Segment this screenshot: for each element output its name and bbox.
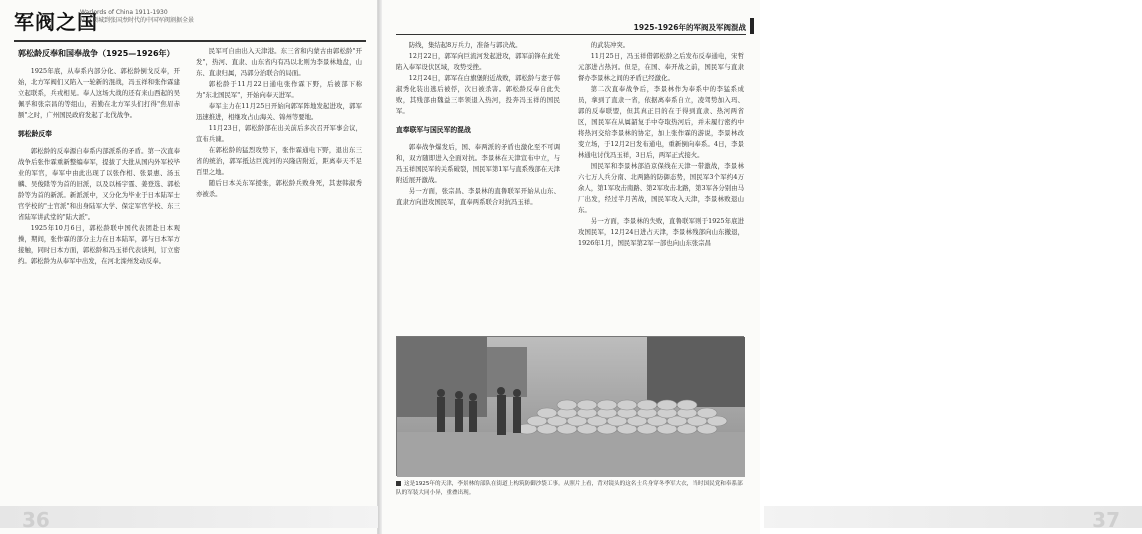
right-column-2	[578, 40, 744, 249]
paragraph: 郭松龄的反奉源自奉系内部派系的矛盾。第一次直奉战争后张作霖重新整编奉军，提拔了大批从国内外军校毕业的军官，奉军中由此出现了以张作相、张景惠、汤玉麟、吴俊陞等为首的旧派，以及以杨宇霆、姜登选、郭松龄等为首的新派。新派派中，又分化为毕业于日本陆军士官学校的"士官派"和出身陆军大学、保定军官学校、东三省陆军讲武堂的"陆大派"。	[18, 147, 180, 221]
paragraph: 第二次直奉战争后，李景林作为奉系中的李猛系成员，拿到了直隶一省，依据离奉系自立，凌驾势加入玛、郭的反奉联盟，但其真正目的在于得到直隶、热河两省区，国民军在从属韶复手中夺取热河后，并未履行密约中将热河交给李景林的协定，加上张作霖的游说，李景林改变立场，于12月2日发布通电，重新倒向奉系。4日，李景林通电讨伐冯玉祥，3日后，两军正式接火。	[578, 85, 744, 159]
page-number-left: 36	[22, 508, 50, 532]
historical-photo	[396, 336, 744, 476]
paragraph: 郭奉战争爆发后，国、奉两派的矛盾也激化至不可调和，双方随即进入全面对抗。李景林在天津宣布中立，与冯玉祥国民军的关系破裂，国民军第1军与直系残部在天津附近展开激战。	[396, 143, 560, 184]
header-rule	[14, 40, 366, 42]
paragraph: 12月24日，郭军在白旗堡附近战败，郭松龄与妻子韩淑秀化装出逃后被俘，次日被杀害。郭松龄反奉自此失败，其残部由魏益三率领退入热河，投奔冯玉祥的国民军。	[396, 74, 560, 115]
photo-illustration	[397, 337, 745, 477]
series-logo-subtitle	[80, 9, 194, 25]
paragraph: 1925年10月6日，郭松龄联中国代表团赴日本观操，期间，张作霖的部分主力在日本陆军，郭与日本军方接触，同时日本方面，郭松龄和冯玉祥代表谈判，订立密约。郭松龄为从奉军中出发，在河北滦州发动反奉。	[18, 224, 180, 265]
paragraph: 民军可自由出入天津港。东三省和内蒙古由郭松龄"开发"，热河、直隶、山东省内有冯以北则为李景林地盘，山东、直隶归属，冯郭分治联合的局面。	[196, 47, 362, 77]
subheading: 直奉联军与国民军的混战	[396, 126, 471, 134]
paragraph: 另一方面，张宗昌、李景林的直鲁联军开始从山东、直隶方向进攻国民军，直奉两系联合对抗冯玉祥。	[396, 187, 560, 206]
header-bar-mark	[750, 18, 754, 34]
paragraph: 11月23日，郭松龄部在出关前后多次召开军事会议，宣布兵谏。	[196, 124, 362, 143]
paragraph: 的武装冲突。	[590, 41, 630, 49]
header-rule	[396, 34, 746, 35]
paragraph: 在郭松龄的猛烈攻势下，张作霖通电下野，退出东三省的统治，郭军抵达巨流河的兴隆店附近，距离奉天不足百里之地。	[196, 146, 362, 176]
right-page	[382, 0, 1120, 534]
subheading: 郭松龄反奉	[18, 130, 52, 138]
right-footer	[764, 506, 1142, 532]
left-column-1	[18, 46, 180, 267]
paragraph: 随后日本关东军援张，郭松龄兵败身死，其妻韩淑秀亦被杀。	[196, 179, 362, 198]
logo-subtitle-en: Warlords of China 1911-1930	[80, 9, 168, 16]
section-title: 郭松龄反奉和国奉战争（1925—1926年）	[18, 49, 175, 58]
paragraph: 郭松龄于11月22日通电张作霖下野，后被部下称为"东北国民军"，开始向奉天进军。	[196, 80, 362, 99]
left-column-2	[196, 46, 362, 200]
right-column-1	[396, 40, 560, 208]
paragraph: 另一方面，李景林的失败，直鲁联军则于1925年底进攻国民军，12月24日进占天津，李景林残部向山东撤退，1926年1月，国民军第2军一部也向山东张宗昌	[578, 217, 744, 247]
photo-caption	[396, 480, 744, 498]
paragraph: 国民军和李景林部沿京保线在天津一带激战，李景林六七万人兵分南、北两路的防御态势，国民军3个军约4万余人，第1军攻击南路、第2军攻击北路，第3军各分别由马厂出发，经过半月苦战，国民军攻入天津，李景林败退山东。	[578, 162, 744, 214]
left-header	[14, 6, 366, 40]
series-logo: 军阀之国	[14, 10, 98, 34]
left-footer	[0, 506, 378, 532]
caption-marker-icon	[396, 481, 401, 486]
left-page	[0, 0, 378, 534]
caption-text: 这是1925年的天津，李景林的部队在街道上构筑防御沙袋工事。从照片上看，背对镜头的这名士兵身穿冬季军大衣，当时国民党和奉系部队的军装大同小异，重叠出现。	[396, 481, 743, 496]
paragraph: 11月25日，冯玉祥借郭松龄之后发布反奉通电，宋哲元部进占热河。但是，在国、奉开战之前，国民军与直隶督办李景林之间的矛盾已经激化。	[578, 52, 744, 82]
paragraph: 12月22日，郭军向巨流河发起进攻，郭军前锋在此处陷入奉军设伏区域，攻势受挫。	[396, 52, 560, 71]
page-number-right: 37	[1092, 508, 1120, 532]
paragraph: 防线，集结起8万兵力，准备与郭决战。	[408, 41, 522, 49]
right-header-title: 1925-1926年的军阀及军阀混战	[633, 23, 746, 32]
paragraph: 1925年底，从奉系内部分化、郭松龄倒戈反奉，开始，北方军阀们又陷入一轮新的混战，冯玉祥和张作霖建立起联系，兵戎相见。奉人这场大战的还有来山西起的吴佩孚和张宗昌的等组山，若勤在北方军头们打得"焦眉赤额"之时，广州国民政府发起了北伐战争。	[18, 67, 180, 119]
logo-subtitle-cn: 从袁项城到张国焘时代的中国军阀割据全景	[80, 17, 195, 24]
paragraph: 奉军主力在11月25日开始向郭军阵地发起进攻，郭军迅速推进，相继攻占山海关、锦州等要地。	[196, 102, 362, 121]
